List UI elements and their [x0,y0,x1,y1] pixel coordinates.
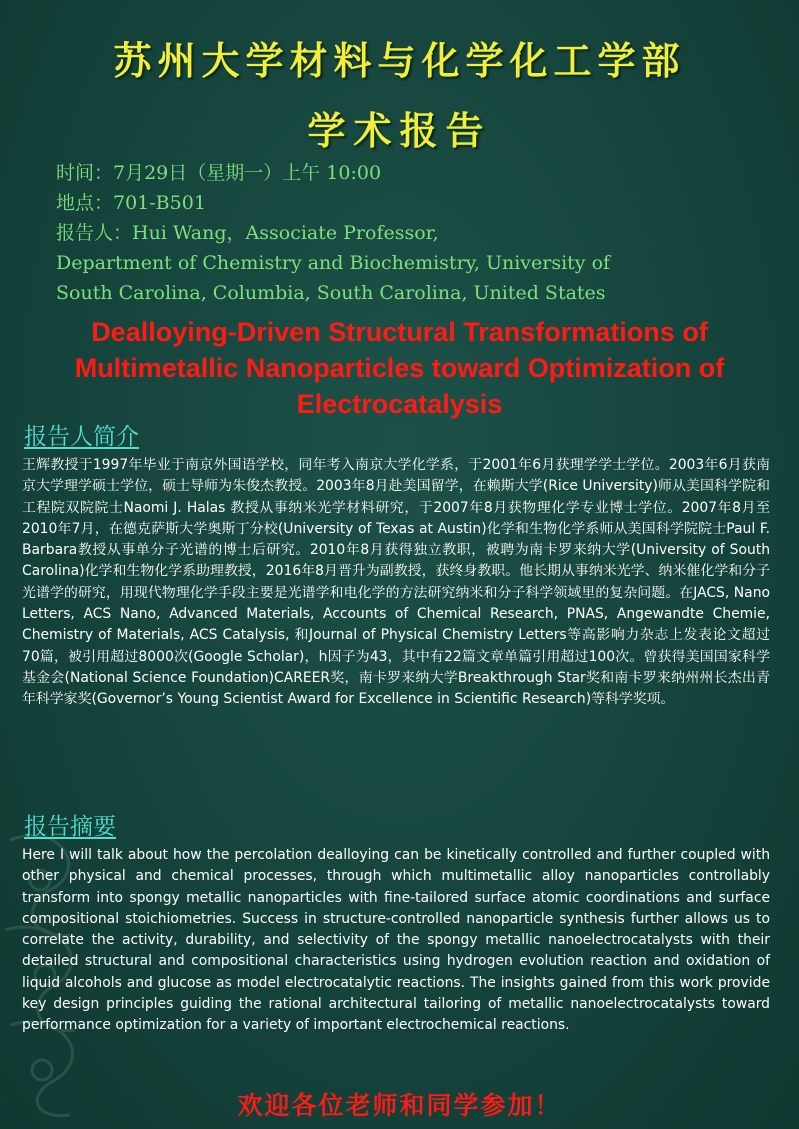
speaker-affiliation-line2: South Carolina, Columbia, South Carolina, United States [56,282,606,304]
welcome-message: 欢迎各位老师和同学参加！ [237,1091,562,1120]
abstract-text: Here I will talk about how the percolation dealloying can be kinetically controlled and further coupled with other physical and chemical processes, through which multimetallic alloy nanoparticles controllably transform into spongy metallic nanoparticles with fine-tailored surface atomic coordinations and surface compositional stoichiometries. Success in structure-controlled nanoparticle synthesis further allows us to correlate the activity, durability, and selectivity of the spongy metallic nanoelectrocatalysts with their detailed structural and compositional characteristics using hydrogen evolution reaction and oxidation of liquid alcohols and glucose as model electrocatalytic reactions. The insights gained from this work provide key design principles guiding the rational architectural tailoring of metallic nanoelectrocatalysts toward performance optimization for a variety of important electrochemical reactions. [22,847,770,1034]
department-title: 苏州大学材料与化学化工学部 [113,38,686,83]
abstract-heading: 报告摘要 [24,814,116,840]
location-info: 地点：701-B501 [56,192,206,214]
time-info: 时间：7月29日（星期一）上午 10:00 [56,162,382,184]
speaker-info: 报告人：Hui Wang，Associate Professor, [56,222,439,244]
bio-text: 王辉教授于1997年毕业于南京外国语学校，同年考入南京大学化学系，于2001年6月获理学学士学位。2003年6月获南京大学理学硕士学位，硕士导师为朱俊杰教授。2003年8月赴美国留学，在赖斯大学(Rice University)师从美国科学院和工程院双院院士Naomi J. Halas 教授从事纳米光学材料研究，于2007年8月获物理化学专业博士学位。2007年8月至2010年7月，在德克萨斯大学奥斯丁分校(University of Texas at Austin)化学和生物化学系师从美国科学院院士Paul F. Barbara教授从事单分子光谱的博士后研究。2010年8月获得独立教职，被聘为南卡罗来纳大学(University of South Carolina)化学和生物化学系助理教授，2016年8月晋升为副教授，获终身教职。他长期从事纳米光学、纳米催化学和分子光谱学的研究，用现代物理化学手段主要是光谱学和电化学的方法研究纳米和分子科学领域里的复杂问题。在JACS, Nano Letters, ACS Nano, Advanced Materials, Accounts of Chemical Research, PNAS, Angewandte Chemie, Chemistry of Materials, ACS Catalysis, 和Journal of Physical Chemistry Letters等高影响力杂志上发表论文超过70篇，被引用超过8000次(Google Scholar)，h因子为43，其中有22篇文章单篇引用超过100次。曾获得美国国家科学基金会(National Science Foundation)CAREER奖，南卡罗来纳大学Breakthrough Star奖和南卡罗来纳州州长杰出青年科学家奖(Governor’s Young Scientist Award for Excellence in Scientific Research)等科学奖项。 [22,457,770,708]
event-type-title: 学术报告 [307,108,492,153]
speaker-affiliation-line1: Department of Chemistry and Biochemistry, University of [56,252,611,274]
bio-heading: 报告人简介 [24,424,139,450]
talk-title: Dealloying-Driven Structural Transformations of Multimetallic Nanoparticles toward Optimization of Electrocatalysis [74,317,725,419]
